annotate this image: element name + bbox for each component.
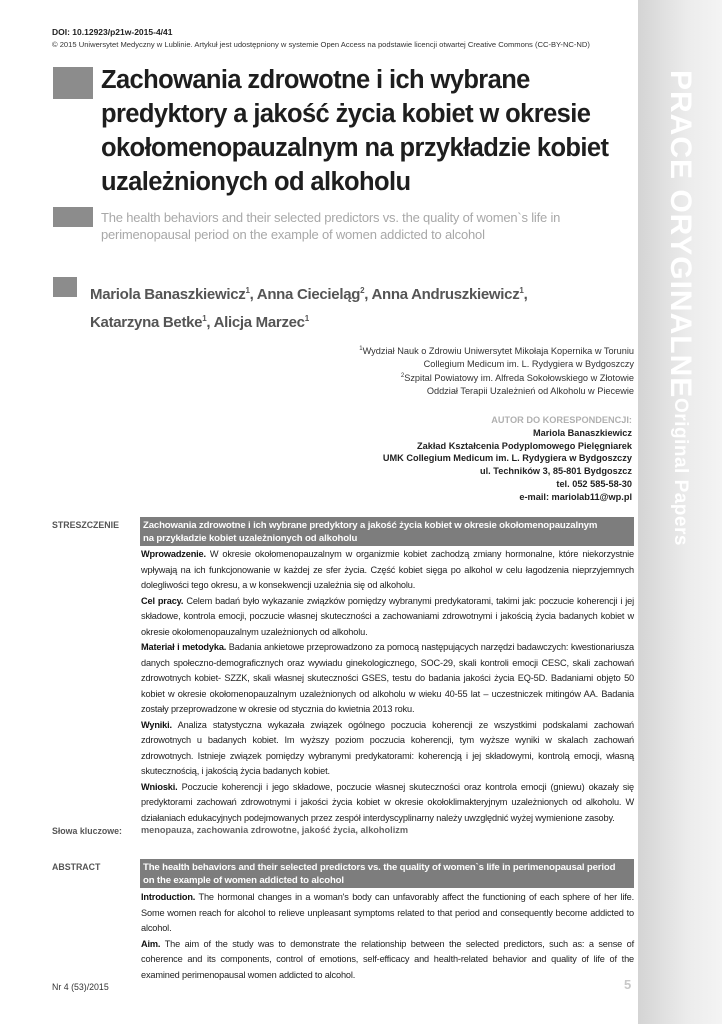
license-note: © 2015 Uniwersytet Medyczny w Lublinie. Artykuł jest udostępniony w systemie Open Access na podstawie licencji otwartej Creative Commons (CC-BY-NC-ND)	[52, 40, 590, 49]
correspondence-line: ul. Techników 3, 85-801 Bydgoszcz	[480, 466, 632, 477]
author-name: Anna Andruszkiewicz	[371, 286, 520, 303]
author-list: Mariola Banaszkiewicz$^1$, Anna Ciecieląg$^2$, Anna Andruszkiewicz$^1$, Katarzyna Betke$^1$, Alicja Marzec$^1$	[90, 286, 528, 331]
subtitle-marker	[53, 207, 93, 227]
section-text: Poczucie koherencji i jego składowe, poczucie własnej skuteczności oraz kontrola emocji (gniewu) okazały się predyktorami zachowań zdrowotnymi i jakości życia kobiet w okresie okołoklimakteryjnym uzależnionych od alkoholu. W działaniach edukacyjnych podejmowanych przez zespół interdyscyplinarny należy uwzględnić wyżej wymienione zasoby.	[141, 781, 635, 823]
article-title: Zachowania zdrowotne i ich wybrane predyktory a jakość życia kobiet w okresie okołomenopauzalnym na przykładzie kobiet uzależnionych od alkoholu	[101, 66, 609, 196]
affiliation-number: 2	[400, 373, 405, 380]
section-text: The aim of the study was to demonstrate the relationship between the selected predictors, such as: a sense of coherence and its components, control of emotions, self-efficacy and health-related behavior and quality of life of the examined perimenopausal women addicted to alcohol.	[141, 938, 634, 980]
abstract-section	[141, 718, 634, 780]
author-affiliation: 1	[245, 286, 250, 295]
section-heading: Wprowadzenie.	[141, 549, 206, 559]
author-name: Mariola Banaszkiewicz	[90, 286, 246, 303]
affiliation-text: Szpital Powiatowy im. Alfreda Sokołowskiego w Złotowie	[404, 373, 634, 384]
section-heading: Cel pracy.	[141, 595, 184, 606]
title-marker	[53, 67, 93, 99]
affiliation-line	[359, 343, 634, 358]
affiliation-line	[359, 370, 634, 385]
affiliation-line: Oddział Terapii Uzależnień od Alkoholu w Piecewie	[426, 385, 634, 396]
abstract-body	[141, 890, 634, 983]
issue-number: Nr 4 (53)/2015	[52, 982, 109, 992]
affiliation-line: Collegium Medicum im. L. Rydygiera w Bydgoszczy	[423, 358, 634, 369]
abstract-section	[141, 547, 634, 594]
correspondence-line: tel. 052 585-58-30	[556, 478, 632, 489]
abstract-section	[141, 594, 634, 641]
bar-line: The health behaviors and their selected predictors vs. the quality of women`s life in perimenopausal period	[143, 862, 616, 873]
bar-line: na przykładzie kobiet uzależnionych od alkoholu	[143, 533, 358, 544]
article-subtitle: The health behaviors and their selected predictors vs. the quality of women`s life in perimenopausal period on the example of women addicted to alcohol	[101, 210, 561, 242]
affiliations	[359, 343, 634, 397]
author-name: Katarzyna Betke	[90, 314, 203, 331]
correspondence-line: Zakład Kształcenia Podyplomowego Pielęgniarek	[417, 440, 632, 451]
section-text: Celem badań było wykazanie związków pomiędzy wybranymi predykatorami, takimi jak: poczucie koherencji i jej składowe, kontrola emocji, poczucie własnej skuteczności a zachowaniami zdrowotnymi i jakością życia badanych kobiet w okresie okołomenopauzalnym uzależnionych od alkoholu.	[141, 595, 634, 637]
author-name: Anna Ciecieląg	[256, 286, 361, 303]
section-text: Badania ankietowe przeprowadzono za pomocą następujących narzędzi badawczych: kwestionariusza danych społeczno-demograficznych oraz wywiadu ginekologicznego, SOC-29, skali kontroli emocji CESC, skali zachowań zdrowotnych kobiet- SZZK, skali własnej skuteczności GSES, testu do badania jakości życia EQ-5D. Badaniami objęto 50 kobiet w okresie okołomenopauzalnym uzależnionych od alkoholu w wieku 40-55 lat – uczestniczek mitingów AA. Badania zostały przeprowadzone w okresie od stycznia do kwietnia 2013 roku.	[141, 642, 635, 714]
section-heading: Wnioski.	[141, 781, 178, 792]
author-affiliation: 1	[519, 286, 524, 295]
doi: DOI: 10.12923/p21w-2015-4/41	[52, 27, 173, 37]
streszczenie-title-bar	[140, 517, 634, 546]
section-label-en: Original Papers	[670, 398, 691, 546]
streszczenie-label: STRESZCZENIE	[52, 520, 119, 530]
keywords-text: menopauza, zachowania zdrowotne, jakość życia, alkoholizm	[141, 825, 409, 835]
author-name: Alicja Marzec	[213, 314, 305, 331]
section-text: The hormonal changes in a woman's body can unfavorably affect the functioning of each sphere of her life. Some women reach for alcohol to relieve unpleasant symptoms related to that period and consequently become addicted to alcohol.	[141, 892, 634, 933]
affiliation-number: 1	[359, 346, 363, 352]
section-text: Analiza statystyczna wykazała związek ogólnego poczucia koherencji ze wszystkimi podskalami zachowań zdrowotnych u badanych kobiet. Im wyższy poziom poczucia koherencji, tym wyższe wyniki w skalach zachowań zdrowotnych. Istnieje związek pomiędzy wybranymi predykatorami: koherencją i jej składowymi, kontrolą emocji, własną skutecznością, i jakością życia badanych kobiet.	[141, 719, 634, 776]
page-number: 5	[624, 977, 632, 992]
correspondence-heading: AUTOR DO KORESPONDENCJI:	[491, 415, 632, 425]
section-heading: Materiał i metodyka.	[141, 642, 227, 652]
correspondence-email[interactable]: e-mail: mariolab11@wp.pl	[519, 491, 632, 502]
abstract-section	[141, 640, 634, 718]
correspondence-line: Mariola Banaszkiewicz	[532, 427, 632, 438]
correspondence-line: UMK Collegium Medicum im. L. Rydygiera w Bydgoszczy	[382, 453, 632, 464]
section-heading: Aim.	[141, 938, 161, 949]
bar-line: Zachowania zdrowotne i ich wybrane predyktory a jakość życia kobiet w okresie okołomenopauzalnym	[143, 520, 598, 531]
authors-marker	[53, 277, 77, 297]
author-affiliation: 1	[202, 314, 207, 323]
abstract-section	[141, 780, 634, 827]
bar-line: on the example of women addicted to alcohol	[143, 875, 344, 886]
abstract-label: ABSTRACT	[52, 862, 101, 872]
author-affiliation: 2	[360, 286, 365, 295]
section-label-pl: PRACE ORYGINALNE	[664, 70, 697, 399]
correspondence-block	[383, 414, 632, 504]
streszczenie-body	[141, 547, 634, 826]
abstract-section	[141, 890, 634, 937]
abstract-section	[141, 937, 634, 984]
section-heading: Wyniki.	[141, 719, 172, 730]
section-text: W okresie okołomenopauzalnym w organizmie kobiet zachodzą zmiany hormonalne, które niekorzystnie wpływają na ich funkcjonowanie w każdej ze sfer życia. Część kobiet sięga po alkohol w celu łagodzenia nieprzyjemnych dolegliwości tego okresu, a w konsekwencji uzależnia się od alkoholu.	[141, 549, 635, 590]
abstract-title-bar	[140, 859, 634, 888]
affiliation-text: Wydział Nauk o Zdrowiu Uniwersytet Mikołaja Kopernika w Toruniu	[362, 346, 634, 357]
section-heading: Introduction.	[141, 892, 196, 902]
keywords-label: Słowa kluczowe:	[52, 826, 122, 836]
author-affiliation: 1	[304, 314, 309, 323]
